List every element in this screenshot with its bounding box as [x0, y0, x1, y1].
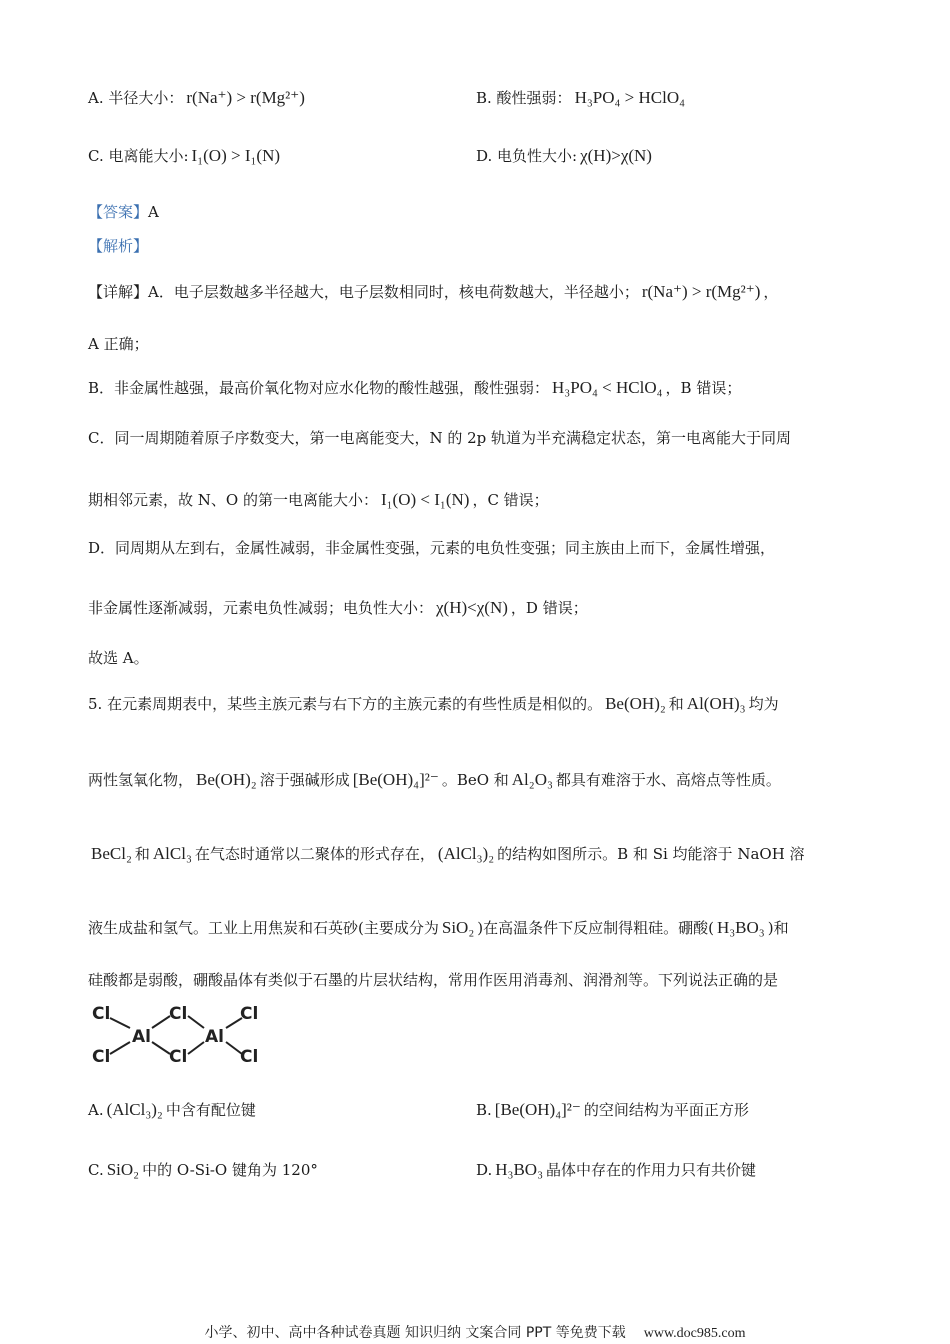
q5-text: 5. 在元素周期表中，某些主族元素与右下方的主族元素的有些性质是相似的。: [88, 695, 603, 713]
q4-option-b: [476, 88, 688, 108]
formula: (AlCl₃)₂: [437, 844, 495, 863]
formula: [Be(OH)₄]²⁻: [494, 1100, 581, 1119]
analysis-text: D．同周期从左到右，金属性减弱，非金属性变强，元素的电负性变强；同主族由上而下，金属性增强，: [88, 539, 776, 557]
alcl3-dimer-diagram: [90, 1002, 265, 1072]
footer-url[interactable]: www.doc985.com: [643, 1326, 746, 1341]
formula: Al(OH)₃: [686, 694, 746, 713]
q5-text: 液生成盐和氢气。工业上用焦炭和石英砂(主要成分为: [88, 919, 439, 937]
al-atom: Al: [132, 1027, 151, 1047]
answer-tag: 【答案】: [88, 203, 149, 221]
q5-text: 和: [134, 845, 150, 863]
analysis-tag: 【解析】: [88, 237, 149, 255]
q5-text: )和: [767, 919, 789, 937]
q5-text: 硅酸都是弱酸，硼酸晶体有类似于石墨的片层状结构，常用作医用消毒剂、润滑剂等。下列说法正确的是: [88, 971, 779, 989]
option-label: C. 电离能大小:: [88, 147, 189, 165]
analysis-text: ，: [763, 283, 779, 301]
formula: H₃BO₃: [716, 918, 765, 937]
formula: χ(H)>χ(N): [580, 146, 652, 165]
analysis-text: ，B 错误；: [665, 379, 742, 397]
option-label: D.: [476, 1161, 493, 1179]
page-footer: [0, 1322, 950, 1342]
formula: r(Na⁺) > r(Mg²⁺): [641, 282, 761, 301]
formula: Be(OH)₂: [605, 694, 666, 713]
q5-line-3: [88, 844, 878, 864]
analysis-text: ，C 错误；: [472, 491, 549, 509]
cl-atom: Cl: [169, 1047, 188, 1067]
formula: [Be(OH)₄]²⁻: [352, 770, 439, 789]
formula: H₃BO₃: [495, 1160, 544, 1179]
option-label: A.: [88, 1101, 104, 1119]
analysis-text: 非金属性逐渐减弱，元素电负性减弱；电负性大小：: [88, 599, 434, 617]
cl-atom: Cl: [92, 1047, 111, 1067]
analysis-text: B．非金属性越强，最高价氧化物对应水化物的酸性越强，酸性强弱：: [88, 379, 550, 397]
formula: Be(OH)₂: [196, 770, 257, 789]
cl-atom: Cl: [240, 1047, 259, 1067]
q5-text: 两性氢氧化物，: [88, 771, 194, 789]
cl-atom: Cl: [240, 1004, 259, 1024]
q5-line-5: [88, 970, 878, 990]
q5-text: 均为: [748, 695, 779, 713]
analysis-conclusion: [88, 648, 878, 668]
answer-line: [88, 202, 878, 222]
q5-text: 的结构如图所示。B 和 Si 均能溶于 NaOH 溶: [497, 845, 805, 863]
option-label: A. 半径大小：: [88, 89, 184, 107]
formula: (AlCl₃)₂: [106, 1100, 163, 1119]
analysis-c-line2: [88, 490, 878, 510]
formula: SiO₂: [441, 918, 475, 937]
analysis-c: [88, 428, 878, 448]
q5-line-4: [88, 918, 878, 938]
formula: H₃PO₄ > HClO₄: [574, 88, 686, 107]
cl-atom: Cl: [92, 1004, 111, 1024]
formula: H₃PO₄ < HClO₄: [552, 378, 663, 397]
q5-text: 在气态时通常以二聚体的形式存在，: [194, 845, 435, 863]
footer-text: 小学、初中、高中各种试卷真题 知识归纳 文案合同 PPT 等免费下载: [204, 1325, 626, 1341]
q5-line-1: [88, 694, 878, 714]
option-text: 中的 O-Si-O 键角为 120°: [142, 1161, 318, 1179]
formula: I₁(O) < I₁(N): [380, 490, 470, 509]
analysis-text: ，D 错误；: [510, 599, 588, 617]
q5-text: 都具有难溶于水、高熔点等性质。: [555, 771, 781, 789]
formula: Al₂O₃: [511, 770, 553, 789]
analysis-d-line2: [88, 598, 878, 618]
q5-text: )在高温条件下反应制得粗硅。硼酸(: [477, 919, 714, 937]
option-text: 中含有配位键: [165, 1101, 256, 1119]
formula: χ(H)<χ(N): [436, 598, 508, 617]
formula: SiO₂: [106, 1160, 140, 1179]
q4-option-d: [476, 146, 655, 166]
formula: I₁(O) > I₁(N): [191, 146, 281, 165]
q5-option-b: [476, 1100, 749, 1120]
option-label: B. 酸性强弱：: [476, 89, 572, 107]
analysis-tag-line: [88, 236, 878, 256]
q5-line-2: [88, 770, 878, 790]
analysis-text: 期相邻元素，故 N、O 的第一电离能大小：: [88, 491, 378, 509]
detail-tag: 【详解】: [88, 283, 149, 301]
analysis-text: C．同一周期随着原子序数变大，第一电离能变大，N 的 2p 轨道为半充满稳定状态，第一电离能大于同周: [88, 429, 792, 447]
q5-text: 。BeO 和: [441, 771, 509, 789]
option-label: C.: [88, 1161, 104, 1179]
analysis-b: [88, 378, 878, 398]
formula: AlCl₃: [152, 844, 192, 863]
analysis-a: [88, 282, 878, 302]
q5-text: 和: [668, 695, 684, 713]
analysis-text: A 正确；: [88, 335, 149, 353]
answer-value: A: [148, 203, 159, 221]
option-text: 晶体中存在的作用力只有共价键: [546, 1161, 757, 1179]
analysis-a-line2: [88, 334, 878, 354]
al-atom: Al: [205, 1027, 224, 1047]
option-label: B.: [476, 1101, 492, 1119]
formula: BeCl₂: [91, 844, 132, 863]
formula: r(Na⁺) > r(Mg²⁺): [186, 88, 305, 107]
analysis-d: [88, 538, 878, 558]
q5-text: 溶于强碱形成: [259, 771, 350, 789]
analysis-text: A．电子层数越多半径越大，电子层数相同时，核电荷数越大，半径越小；: [148, 283, 639, 301]
option-label: D. 电负性大小:: [476, 147, 578, 165]
q5-option-d: [476, 1160, 756, 1180]
option-text: 的空间结构为平面正方形: [583, 1101, 749, 1119]
cl-atom: Cl: [169, 1004, 188, 1024]
analysis-text: 故选 A。: [88, 649, 149, 667]
